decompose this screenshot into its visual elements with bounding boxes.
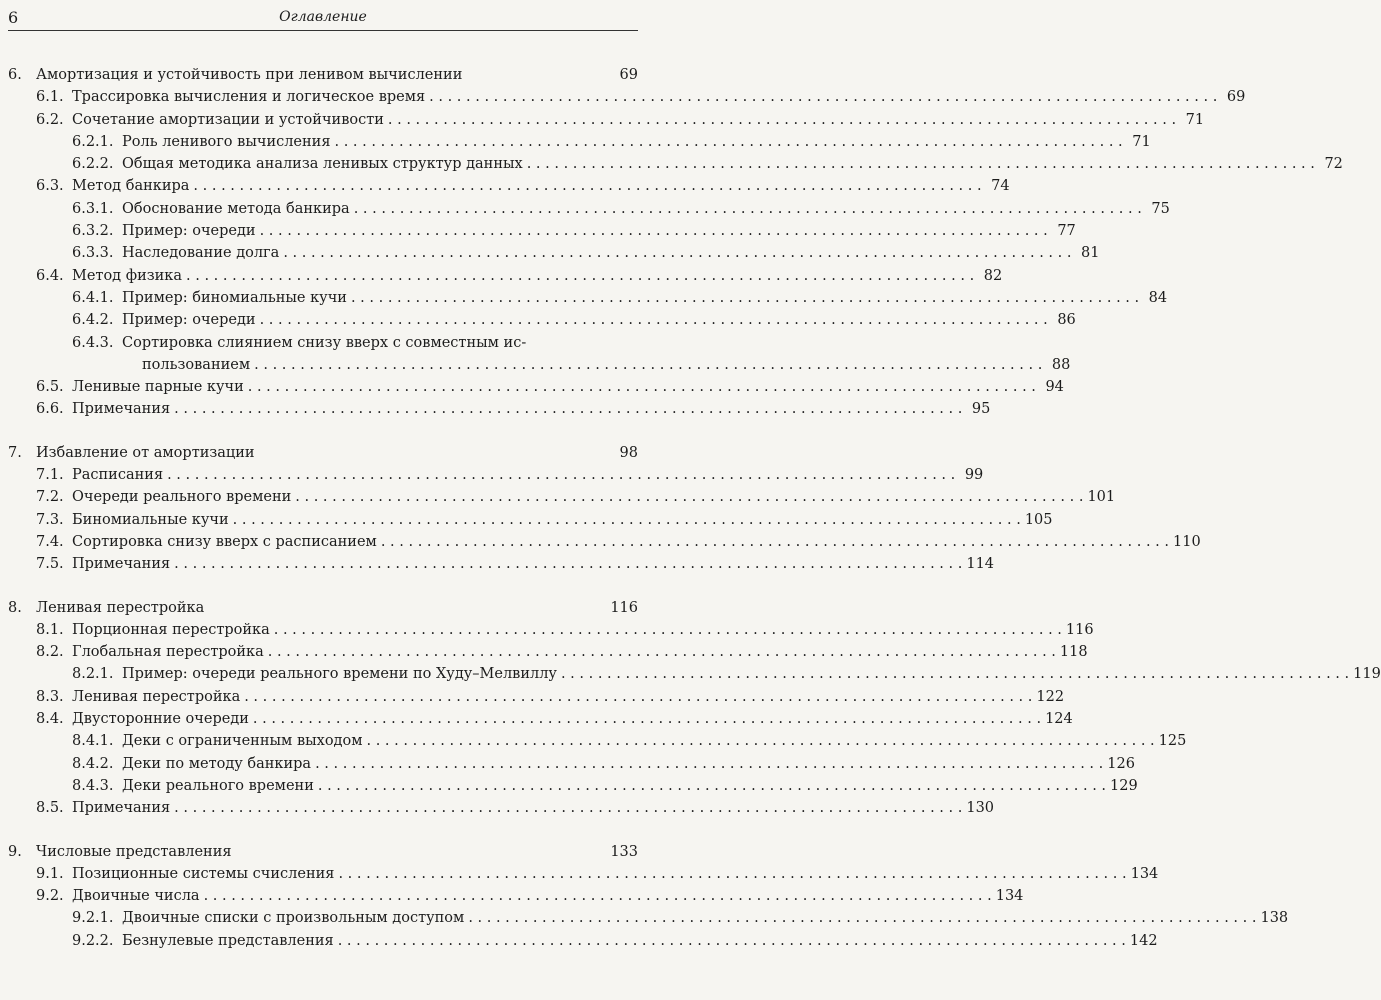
toc-entry-title: Трассировка вычисления и логическое время	[72, 89, 426, 106]
toc-entry	[8, 775, 1138, 797]
toc-entry-number: 7.1.	[36, 467, 64, 484]
toc-entry-number: 6.2.1.	[72, 133, 114, 150]
toc-entry-page: 69	[619, 67, 638, 83]
toc-chapter-entry	[8, 442, 638, 464]
toc-entry	[8, 663, 1381, 685]
dot-leader	[377, 531, 1169, 553]
toc-entry-number: 6.2.2.	[72, 156, 114, 173]
chapter-gap	[8, 576, 638, 597]
toc-entry-number: 7.	[8, 444, 22, 461]
toc-entry-number: 6.3.2.	[72, 223, 114, 240]
dot-leader	[170, 797, 962, 819]
dot-leader	[425, 86, 1217, 108]
toc-entry-title: Сочетание амортизации и устойчивости	[72, 111, 384, 128]
toc-entry	[8, 376, 1064, 398]
toc-entry	[8, 553, 995, 575]
toc-entry-title: Примечания	[72, 800, 171, 817]
toc-entry-page: 71	[1185, 111, 1205, 128]
toc-entry-title: Порционная перестройка	[72, 621, 270, 638]
toc-entry	[8, 753, 1135, 775]
toc-entry-page: 69	[1226, 89, 1246, 106]
toc-entry-title: Числовые представления	[36, 843, 232, 860]
toc-entry-title: Деки с ограниченным выходом	[122, 733, 363, 750]
toc-entry-title: Позиционные системы счисления	[72, 865, 335, 882]
toc-entry-number: 8.4.2.	[72, 755, 114, 772]
toc-entry	[8, 863, 1159, 885]
toc-entry-page: 94	[1045, 379, 1064, 396]
toc-entry	[8, 309, 1076, 331]
dot-leader	[331, 131, 1123, 153]
toc-entry-number: 6.2.	[36, 111, 64, 128]
toc-entry	[8, 198, 1170, 220]
toc-entry-number: 9.1.	[36, 865, 64, 882]
page-number: 6	[8, 8, 19, 27]
toc-entry-page: 81	[1081, 245, 1100, 262]
toc-entry	[8, 486, 1116, 508]
toc-entry-number: 8.3.	[36, 688, 64, 705]
toc-entry-title: Примечания	[72, 401, 171, 418]
dot-leader	[311, 753, 1103, 775]
dot-leader	[334, 930, 1126, 952]
dot-leader	[229, 509, 1021, 531]
dot-leader	[200, 885, 992, 907]
toc-entry	[8, 153, 1343, 175]
toc-chapter-entry	[8, 841, 638, 863]
dot-leader	[314, 775, 1106, 797]
toc-entry-page: 118	[1059, 644, 1088, 661]
toc-entry	[8, 220, 1076, 242]
toc-entry-number: 9.2.	[36, 888, 64, 905]
toc-entry	[8, 398, 991, 420]
dot-leader	[256, 220, 1048, 242]
toc-entry-title: Двоичные списки с произвольным доступом	[122, 910, 465, 927]
toc-entry-page: 71	[1132, 133, 1151, 150]
toc-entry-title: пользованием	[142, 356, 251, 373]
toc-entry-page: 138	[1260, 910, 1289, 927]
toc-entry	[8, 531, 1201, 553]
toc-entry-number: 8.	[8, 599, 22, 616]
toc-entry-page: 101	[1087, 489, 1116, 506]
dot-leader	[264, 641, 1056, 663]
toc-entry-page: 105	[1024, 511, 1053, 528]
chapter-gap	[8, 820, 638, 841]
toc-entry-number: 8.4.3.	[72, 777, 114, 794]
table-of-contents	[8, 64, 1381, 952]
toc-entry-page: 99	[964, 467, 984, 484]
toc-entry-title: Сортировка слиянием снизу вверх с совместным ис-	[122, 334, 527, 351]
dot-leader	[291, 486, 1083, 508]
toc-entry	[8, 730, 1187, 752]
dot-leader	[182, 265, 974, 287]
toc-entry-number: 8.2.1.	[72, 666, 114, 683]
toc-entry-page: 116	[610, 599, 638, 616]
dot-leader	[189, 175, 981, 197]
toc-entry	[8, 708, 1073, 730]
toc-entry-title: Расписания	[72, 467, 164, 484]
dot-leader	[523, 153, 1315, 175]
toc-entry-page: 134	[1130, 865, 1159, 882]
dot-leader	[557, 663, 1349, 685]
toc-chapter-entry	[8, 597, 638, 619]
toc-entry-page: 75	[1151, 200, 1170, 217]
toc-entry-title: Обоснование метода банкира	[122, 200, 350, 217]
toc-entry-page: 98	[619, 444, 638, 461]
dot-leader	[270, 619, 1062, 641]
dot-leader	[279, 242, 1071, 264]
toc-entry-number: 6.3.	[36, 178, 64, 195]
toc-entry	[8, 619, 1094, 641]
toc-entry-page: 82	[983, 267, 1003, 284]
toc-entry	[8, 464, 984, 486]
toc-entry-title: Метод банкира	[72, 178, 190, 195]
toc-entry-title: Пример: очереди	[122, 223, 256, 240]
toc-entry	[8, 332, 638, 354]
dot-leader	[347, 287, 1139, 309]
toc-entry-title: Общая методика анализа ленивых структур данных	[122, 156, 523, 173]
toc-entry-number: 8.1.	[36, 621, 64, 638]
toc-entry-page: 86	[1057, 312, 1076, 329]
toc-entry-page: 134	[995, 888, 1024, 905]
toc-entry-number: 6.3.1.	[72, 200, 114, 217]
toc-entry-title: Избавление от амортизации	[36, 444, 255, 461]
toc-entry-page: 142	[1129, 932, 1158, 949]
toc-entry-title: Наследование долга	[122, 245, 280, 262]
toc-entry-number: 9.2.2.	[72, 932, 114, 949]
dot-leader	[256, 309, 1048, 331]
toc-entry	[8, 242, 1100, 264]
toc-entry	[8, 287, 1168, 309]
dot-leader	[350, 198, 1142, 220]
dot-leader	[249, 708, 1041, 730]
dot-leader	[240, 686, 1032, 708]
toc-entry-title: Роль ленивого вычисления	[122, 133, 331, 150]
toc-entry-number: 7.2.	[36, 489, 64, 506]
toc-entry-title: Пример: биномиальные кучи	[122, 289, 347, 306]
toc-entry-number: 6.	[8, 67, 22, 83]
toc-entry-title: Очереди реального времени	[72, 489, 292, 506]
toc-entry	[8, 686, 1065, 708]
toc-entry-title: Двусторонние очереди	[72, 711, 249, 728]
chapter-gap	[8, 421, 638, 442]
toc-entry	[8, 885, 1024, 907]
toc-entry-number: 8.4.	[36, 711, 64, 728]
toc-entry-page: 77	[1057, 223, 1076, 240]
toc-entry-page: 122	[1036, 688, 1065, 705]
toc-entry-title: Сортировка снизу вверх с расписанием	[72, 533, 377, 550]
toc-entry	[8, 131, 1151, 153]
dot-leader	[384, 109, 1176, 131]
toc-entry-page: 74	[991, 178, 1010, 195]
dot-leader	[464, 907, 1256, 929]
toc-entry	[8, 175, 1010, 197]
toc-entry-number: 8.4.1.	[72, 733, 114, 750]
toc-entry-number: 6.5.	[36, 379, 64, 396]
toc-entry-page: 114	[966, 556, 995, 573]
page-header	[8, 6, 638, 31]
toc-entry-number: 7.5.	[36, 556, 64, 573]
toc-entry	[8, 109, 1205, 131]
toc-entry	[8, 86, 1246, 108]
toc-entry-page: 129	[1110, 777, 1138, 794]
toc-entry-title: Глобальная перестройка	[72, 644, 264, 661]
toc-entry-number: 8.5.	[36, 800, 64, 817]
toc-entry-page: 130	[966, 800, 995, 817]
toc-entry	[8, 265, 1003, 287]
toc-entry-title: Ленивая перестройка	[36, 599, 205, 616]
running-title: Оглавление	[279, 9, 367, 25]
toc-entry-number: 6.4.	[36, 267, 64, 284]
toc-entry-title: Двоичные числа	[72, 888, 200, 905]
toc-entry-number: 9.	[8, 843, 22, 860]
toc-entry	[8, 930, 1158, 952]
toc-entry-number: 6.3.3.	[72, 245, 114, 262]
toc-entry	[8, 907, 1289, 929]
toc-chapter-entry	[8, 64, 638, 86]
toc-entry-page: 125	[1158, 733, 1187, 750]
toc-entry-title: Пример: очереди	[122, 312, 256, 329]
toc-entry-title: Ленивая перестройка	[72, 688, 241, 705]
dot-leader	[170, 553, 962, 575]
toc-entry-number: 6.4.1.	[72, 289, 114, 306]
toc-entry-title: Биномиальные кучи	[72, 511, 229, 528]
toc-entry-number: 6.1.	[36, 89, 64, 106]
dot-leader	[170, 398, 962, 420]
toc-entry-page: 95	[971, 401, 991, 418]
toc-entry	[8, 641, 1088, 663]
dot-leader	[334, 863, 1126, 885]
toc-entry-title: Ленивые парные кучи	[72, 379, 244, 396]
toc-entry-page: 88	[1051, 356, 1071, 373]
toc-entry-number: 8.2.	[36, 644, 64, 661]
toc-entry-page: 110	[1173, 533, 1201, 550]
toc-entry-title: Деки реального времени	[122, 777, 314, 794]
dot-leader	[363, 730, 1155, 752]
toc-entry-title: Безнулевые представления	[122, 932, 334, 949]
dot-leader	[163, 464, 955, 486]
toc-entry-number: 7.3.	[36, 511, 64, 528]
toc-entry-title: Примечания	[72, 556, 171, 573]
toc-entry-title: Метод физика	[72, 267, 183, 284]
toc-entry-page: 119	[1353, 666, 1381, 683]
toc-entry-page: 72	[1324, 156, 1343, 173]
dot-leader	[250, 354, 1042, 376]
dot-leader	[244, 376, 1036, 398]
toc-entry-page: 133	[610, 843, 638, 860]
toc-entry-number: 7.4.	[36, 533, 64, 550]
toc-entry-title: Пример: очереди реального времени по Худу–Мелвиллу	[122, 666, 557, 683]
toc-entry-title: Деки по методу банкира	[122, 755, 312, 772]
toc-entry-page: 124	[1045, 711, 1073, 728]
toc-entry	[8, 509, 1053, 531]
toc-entry-number: 6.4.2.	[72, 312, 114, 329]
toc-entry	[8, 354, 1071, 376]
toc-entry-number: 6.4.3.	[72, 334, 114, 351]
toc-entry-number: 6.6.	[36, 401, 64, 418]
toc-entry-page: 126	[1107, 755, 1135, 772]
toc-entry-title: Амортизация и устойчивость при ленивом вычислении	[36, 67, 463, 83]
toc-entry-number: 9.2.1.	[72, 910, 114, 927]
toc-entry-page: 84	[1148, 289, 1168, 306]
toc-entry	[8, 797, 995, 819]
toc-entry-page: 116	[1065, 621, 1094, 638]
